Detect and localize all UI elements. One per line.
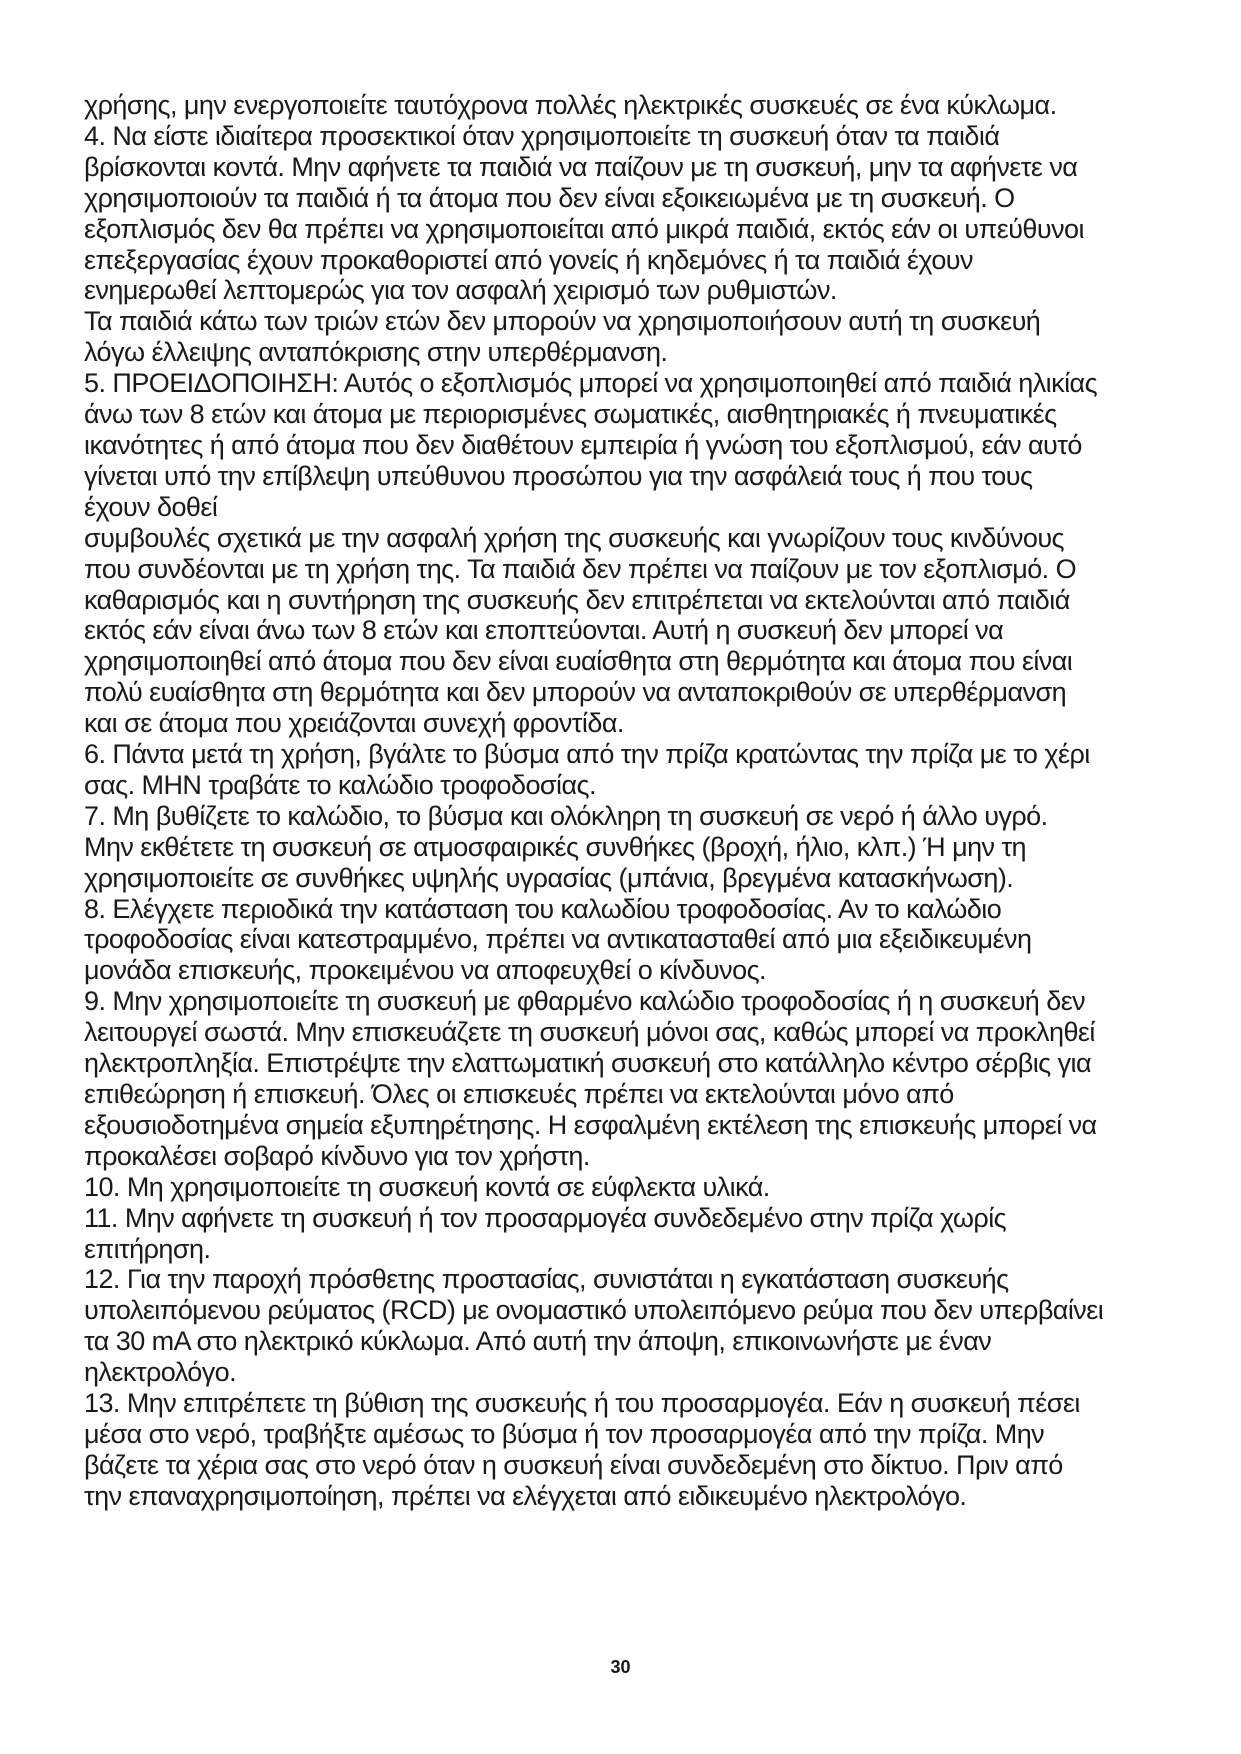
text-line: άνω των 8 ετών και άτομα με περιορισμένες σωματικές, αισθητηριακές ή πνευματικές <box>84 399 1057 430</box>
text-line: την επαναχρησιμοποίηση, πρέπει να ελέγχεται από ειδικευμένο ηλεκτρολόγο. <box>84 1480 967 1511</box>
text-line: επιθεώρηση ή επισκευή. Όλες οι επισκευές πρέπει να εκτελούνται μόνο από <box>84 1079 954 1109</box>
text-line: καθαρισμός και η συντήρηση της συσκευής δεν επιτρέπεται να εκτελούνται από παιδιά <box>84 584 1070 615</box>
text-line: πολύ ευαίσθητα στη θερμότητα και δεν μπορούν να ανταποκριθούν σε υπερθέρμανση <box>84 677 1067 708</box>
text-line: 9. Μην χρησιμοποιείτε τη συσκευή με φθαρμένο καλώδιο τροφοδοσίας ή η συσκευή δεν <box>84 986 1086 1017</box>
text-line: Μην εκθέτετε τη συσκευή σε ατμοσφαιρικές συνθήκες (βροχή, ήλιο, κλπ.) Ή μην τη <box>84 831 1027 862</box>
text-line: τα 30 mA στο ηλεκτρικό κύκλωμα. Από αυτή την άποψη, επικοινωνήστε με έναν <box>84 1326 992 1357</box>
text-line: 10. Μη χρησιμοποιείτε τη συσκευή κοντά σε εύφλεκτα υλικά. <box>84 1171 770 1202</box>
text-line: που συνδέονται με τη χρήση της. Τα παιδιά δεν πρέπει να παίζουν με τον εξοπλισμό. Ο <box>84 553 1077 584</box>
text-line: 5. ΠΡΟΕΙΔΟΠΟΙΗΣΗ: Αυτός ο εξοπλισμός μπορεί να χρησιμοποιηθεί από παιδιά ηλικίας <box>84 368 1098 399</box>
text-line: 7. Μη βυθίζετε το καλώδιο, το βύσμα και ολόκληρη τη συσκευή σε νερό ή άλλο υγρό. <box>84 800 1048 831</box>
text-line: ηλεκτροπληξία. Επιστρέψτε την ελαττωματική συσκευή στο κατάλληλο κέντρο σέρβις για <box>84 1048 1092 1079</box>
text-line: ηλεκτρολόγο. <box>84 1357 237 1388</box>
text-line: τροφοδοσίας είναι κατεστραμμένο, πρέπει να αντικατασταθεί από μια εξειδικευμένη <box>84 924 1032 955</box>
text-line: επεξεργασίας έχουν προκαθοριστεί από γονείς ή κηδεμόνες ή τα παιδιά έχουν <box>84 244 973 275</box>
text-line: χρησιμοποιηθεί από άτομα που δεν είναι ευαίσθητα στη θερμότητα και άτομα που είναι <box>84 646 1073 677</box>
text-line: 6. Πάντα μετά τη χρήση, βγάλτε το βύσμα από την πρίζα κρατώντας την πρίζα με το χέρι <box>84 739 1090 770</box>
text-line: 8. Ελέγχετε περιοδικά την κατάσταση του καλωδίου τροφοδοσίας. Αν το καλώδιο <box>84 893 1002 924</box>
text-line: επιτήρηση. <box>84 1233 211 1264</box>
text-line: 4. Να είστε ιδιαίτερα προσεκτικοί όταν χρησιμοποιείτε τη συσκευή όταν τα παιδιά <box>84 120 1000 151</box>
text-line: 13. Μην επιτρέπετε τη βύθιση της συσκευής ή του προσαρμογέα. Εάν η συσκευή πέσει <box>84 1388 1080 1419</box>
text-line: συμβουλές σχετικά με την ασφαλή χρήση της συσκευής και γνωρίζουν τους κινδύνους <box>84 522 1065 553</box>
text-line: γίνεται υπό την επίβλεψη υπεύθυνου προσώπου για την ασφάλειά τους ή που τους <box>84 460 1033 491</box>
text-line: εξοπλισμός δεν θα πρέπει να χρησιμοποιείται από μικρά παιδιά, εκτός εάν οι υπεύθυνοι <box>84 213 1084 244</box>
text-line: εκτός εάν είναι άνω των 8 ετών και εποπτεύονται. Αυτή η συσκευή δεν μπορεί να <box>84 615 1004 646</box>
text-line: ικανότητες ή από άτομα που δεν διαθέτουν εμπειρία ή γνώση του εξοπλισμού, εάν αυτό <box>84 429 1082 460</box>
text-line: λόγω έλλειψης ανταπόκρισης στην υπερθέρμανση. <box>84 337 668 368</box>
body-text <box>84 90 1174 1512</box>
text-line: προκαλέσει σοβαρό κίνδυνο για τον χρήστη. <box>84 1140 590 1171</box>
text-line: μέσα στο νερό, τραβήξτε αμέσως το βύσμα ή τον προσαρμογέα από την πρίζα. Μην <box>84 1418 1045 1449</box>
text-line: 12. Για την παροχή πρόσθετης προστασίας, συνιστάται η εγκατάσταση συσκευής <box>84 1264 1009 1295</box>
text-line: και σε άτομα που χρειάζονται συνεχή φροντίδα. <box>84 708 624 739</box>
text-line: χρησιμοποιείτε σε συνθήκες υψηλής υγρασίας (μπάνια, βρεγμένα κατασκήνωση). <box>84 862 1014 893</box>
text-line: έχουν δοθεί <box>84 491 218 522</box>
text-line: υπολειπόμενου ρεύματος (RCD) με ονομαστικό υπολειπόμενο ρεύμα που δεν υπερβαίνει <box>84 1295 1104 1326</box>
text-line: ενημερωθεί λεπτομερώς για τον ασφαλή χειρισμό των ρυθμιστών. <box>84 275 837 306</box>
text-line: χρήσης, μην ενεργοποιείτε ταυτόχρονα πολλές ηλεκτρικές συσκευές σε ένα κύκλωμα. <box>84 90 1057 120</box>
text-line: μονάδα επισκευής, προκειμένου να αποφευχθεί ο κίνδυνος. <box>84 955 767 986</box>
text-line: βρίσκονται κοντά. Μην αφήνετε τα παιδιά να παίζουν με τη συσκευή, μην τα αφήνετε να <box>84 151 1078 182</box>
page-number: 30 <box>610 1657 631 1677</box>
text-line: σας. ΜΗΝ τραβάτε το καλώδιο τροφοδοσίας. <box>84 769 596 800</box>
text-line: χρησιμοποιούν τα παιδιά ή τα άτομα που δεν είναι εξοικειωμένα με τη συσκευή. Ο <box>84 182 1015 213</box>
text-line: λειτουργεί σωστά. Μην επισκευάζετε τη συσκευή μόνοι σας, καθώς μπορεί να προκληθεί <box>84 1017 1095 1048</box>
text-line: 11. Μην αφήνετε τη συσκευή ή τον προσαρμογέα συνδεδεμένο στην πρίζα χωρίς <box>84 1202 1007 1233</box>
text-line: Τα παιδιά κάτω των τριών ετών δεν μπορούν να χρησιμοποιήσουν αυτή τη συσκευή <box>84 306 1041 337</box>
text-line: βάζετε τα χέρια σας στο νερό όταν η συσκευή είναι συνδεδεμένη στο δίκτυο. Πριν από <box>84 1449 1063 1480</box>
text-line: εξουσιοδοτημένα σημεία εξυπηρέτησης. Η εσφαλμένη εκτέλεση της επισκευής μπορεί να <box>84 1109 1097 1140</box>
